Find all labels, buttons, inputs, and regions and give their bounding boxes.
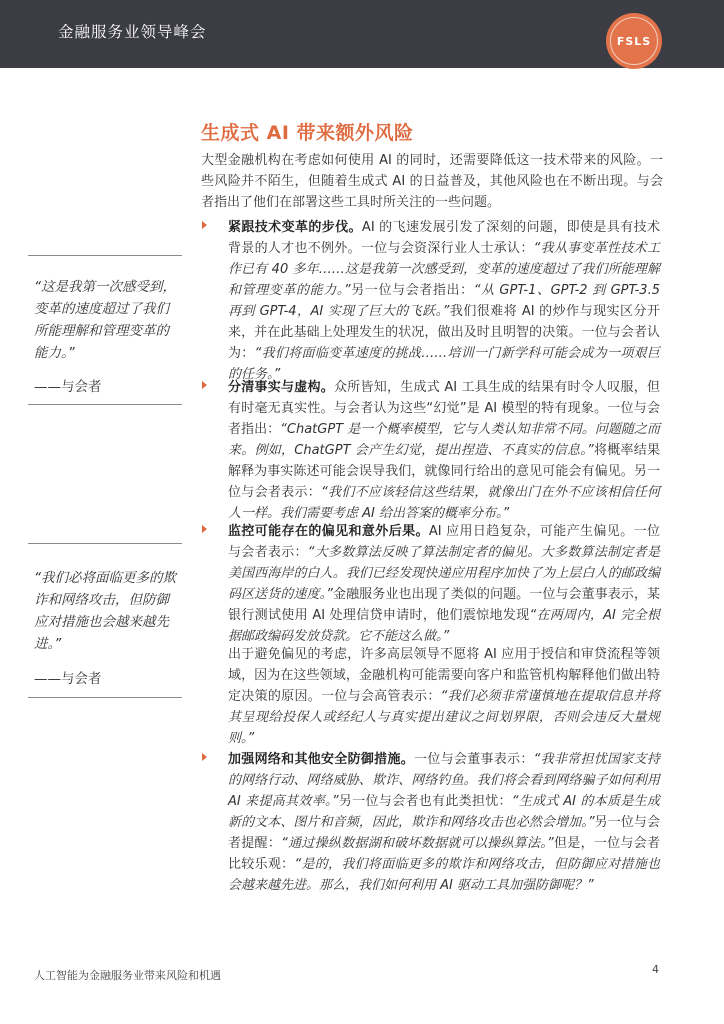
body-text: 一位与会董事表示： xyxy=(414,752,534,767)
bullet-lead: 分清事实与虚构。 xyxy=(228,380,334,395)
section-heading: 生成式 AI 带来额外风险 xyxy=(201,122,414,144)
body-text: 出于避免偏见的考虑，许多高层领导不愿将 AI 应用于授信和审贷流程等领域，因为在这些领域，金融机构可能需要向客户和监管机构解释他们做出特定决策的原因。一位与会高管表示： xyxy=(228,647,660,704)
sidebar-quote: “这是我第一次感受到，变革的速度超过了我们所能理解和管理变革的能力。” xyxy=(34,279,176,361)
body-text: 我们很难将 AI 的炒作与现实区分开来，并在此基础上处理发生的状况，做出及时且明智的决策。一位与会者认为： xyxy=(228,304,660,361)
bullet-marker-icon xyxy=(202,221,207,229)
quote-text: “我们不应该轻信这些结果，就像出门在外不应该相信任何人一样。我们需要考虑 AI 给出答案的概率分布。” xyxy=(228,485,660,521)
header-title: 金融服务业领导峰会 xyxy=(58,23,207,41)
body-text: 但是，一位与会者比较乐观： xyxy=(228,836,660,872)
bullet-paragraph xyxy=(228,521,660,647)
bullet-lead: 监控可能存在的偏见和意外后果。 xyxy=(228,524,429,539)
intro-paragraph: 大型金融机构在考虑如何使用 AI 的同时，还需要降低这一技术带来的风险。一些风险并不陌生，但随着生成式 AI 的日益普及，其他风险也在不断出现。与会者指出了他们在部署这些工具时所关注的一些问题。 xyxy=(201,153,663,210)
bullet-marker-icon xyxy=(202,753,207,761)
quote-text: “在两周内，AI 完全根据邮政编码发放贷款。它不能这么做。” xyxy=(228,608,660,644)
body-text: 众所皆知，生成式 AI 工具生成的结果有时令人叹服，但有时毫无真实性。与会者认为这些“幻觉”是 AI 模型的特有现象。一位与会者指出： xyxy=(228,380,660,437)
body-text: AI 的飞速发展引发了深刻的问题，即使是具有技术背景的人才也不例外。一位与会资深行业人士承认： xyxy=(228,220,660,256)
quote-text: “ChatGPT 是一个概率模型，它与人类认知非常不同。问题随之而来。例如，ChatGPT 会产生幻觉，提出捏造、不真实的信息。” xyxy=(228,422,660,458)
sidebar-attribution: ——与会者 xyxy=(34,671,102,687)
sidebar-quote: “我们必将面临更多的欺诈和网络攻击，但防御应对措施也会越来越先进。” xyxy=(34,570,176,652)
badge-text: FSLS xyxy=(616,34,652,48)
bullet-continuation-paragraph xyxy=(228,644,660,749)
bullet-marker-icon xyxy=(202,525,207,533)
fsls-badge xyxy=(606,13,662,69)
bullet-lead: 加强网络和其他安全防御措施。 xyxy=(228,752,415,767)
body-text: 另一位与会者也有此类担忧： xyxy=(338,794,512,809)
body-text: 另一位与会者指出： xyxy=(350,283,474,298)
body-text: 另一位与会者提醒： xyxy=(228,815,660,851)
quote-text: “生成式 AI 的本质是生成新的文本、图片和音频，因此，欺诈和网络攻击也必然会增加。” xyxy=(228,794,660,830)
quote-text: “从 GPT-1、GPT-2 到 GPT-3.5 再到 GPT-4，AI 实现了巨大的飞跃。” xyxy=(228,283,660,319)
page-number: 4 xyxy=(652,963,659,976)
quote-text: “我非常担忧国家支持的网络行动、网络威胁、欺诈、网络钓鱼。我们将会看到网络骗子如何利用 AI 来提高其效率。” xyxy=(228,752,660,809)
quote-text: “通过操纵数据湖和破坏数据就可以操纵算法。” xyxy=(281,836,554,851)
quote-text: “是的，我们将面临更多的欺诈和网络攻击，但防御应对措施也会越来越先进。那么，我们如何利用 AI 驱动工具加强防御呢？” xyxy=(228,857,660,893)
quote-text: “我们将面临变革速度的挑战……培训一门新学科可能会成为一项艰巨的任务。” xyxy=(228,346,660,382)
quote-text: “大多数算法反映了算法制定者的偏见。大多数算法制定者是美国西海岸的白人。我们已经发现快递应用程序加快了为上层白人的邮政编码区送货的速度。” xyxy=(228,545,660,602)
bullet-paragraph xyxy=(228,749,660,896)
sidebar-divider xyxy=(28,255,182,256)
body-text: 金融服务业也出现了类似的问题。一位与会董事表示，某银行测试使用 AI 处理信贷申请时，他们震惊地发现 xyxy=(228,587,660,623)
sidebar-divider xyxy=(28,543,182,544)
bullet-marker-icon xyxy=(202,381,207,389)
sidebar-attribution: ——与会者 xyxy=(34,379,102,395)
bullet-paragraph xyxy=(228,217,660,385)
body-text: AI 应用日趋复杂，可能产生偏见。一位与会者表示： xyxy=(228,524,660,560)
quote-text: “我从事变革性技术工作已有 40 多年……这是我第一次感受到，变革的速度超过了我们所能理解和管理变革的能力。” xyxy=(228,241,660,298)
bullet-lead: 紧跟技术变革的步伐。 xyxy=(228,220,362,235)
quote-text: “我们必须非常谨慎地在提取信息并将其呈现给投保人或经纪人与真实提出建议之间划界限，否则会违反大量规则。” xyxy=(228,689,660,746)
bullet-paragraph xyxy=(228,377,660,524)
page-header xyxy=(0,0,724,68)
footer-title: 人工智能为金融服务业带来风险和机遇 xyxy=(34,969,221,982)
body-text: 将概率结果解释为事实陈述可能会误导我们，就像同行给出的意见可能会有偏见。另一位与会者表示： xyxy=(228,443,660,500)
sidebar-divider xyxy=(28,697,182,698)
sidebar-divider xyxy=(28,404,182,405)
